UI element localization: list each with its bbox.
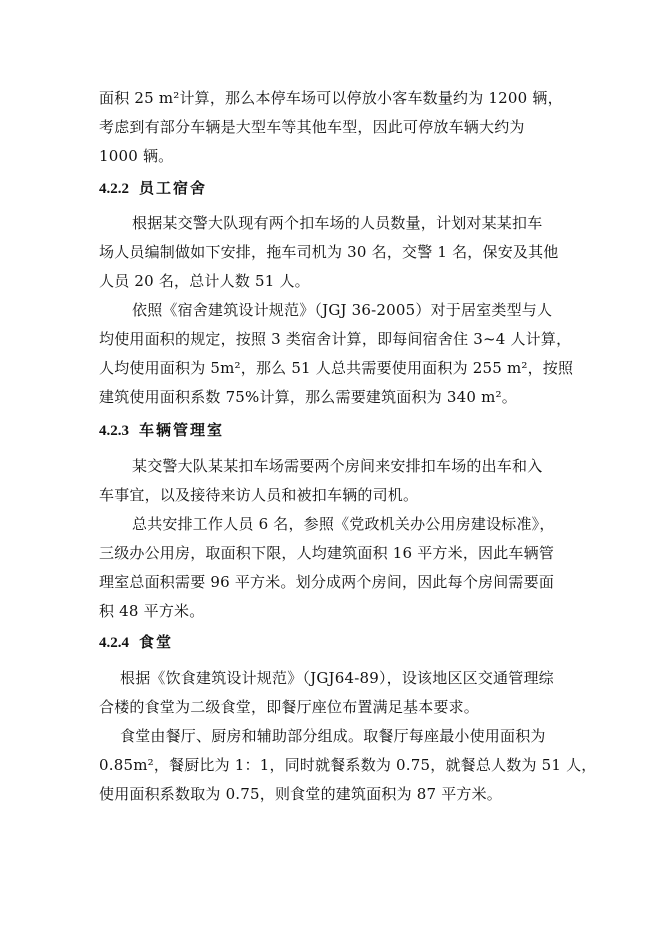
intro-line-3: 1000 辆。 xyxy=(99,147,174,165)
vehicle-line-3: 总共安排工作人员 6 名，参照《党政机关办公用房建设标准》， xyxy=(132,515,555,533)
canteen-line-5: 使用面积系数取为 0.75，则食堂的建筑面积为 87 平方米。 xyxy=(99,785,502,803)
dorm-line-3: 人员 20 名，总计人数 51 人。 xyxy=(99,272,310,290)
dorm-line-6: 人均使用面积为 5m²，那么 51 人总共需要使用面积为 255 m²，按照 xyxy=(99,359,574,377)
intro-line-2: 考虑到有部分车辆是大型车等其他车型，因此可停放车辆大约为 xyxy=(99,118,525,136)
dorm-line-1: 根据某交警大队现有两个扣车场的人员数量，计划对某某扣车 xyxy=(132,214,543,232)
section-number: 4.2.4 xyxy=(99,635,129,651)
section-heading-4-2-3 xyxy=(99,420,224,441)
section-title: 食堂 xyxy=(139,633,174,651)
canteen-line-4: 0.85m²，餐厨比为 1：1，同时就餐系数为 0.75，就餐总人数为 51 人， xyxy=(99,756,597,774)
vehicle-line-6: 积 48 平方米。 xyxy=(99,602,205,620)
vehicle-line-5: 理室总面积需要 96 平方米。划分成两个房间，因此每个房间需要面 xyxy=(99,573,555,591)
section-heading-4-2-4 xyxy=(99,632,173,653)
dorm-line-5: 均使用面积的规定，按照 3 类宿舍计算，即每间宿舍住 3~4 人计算， xyxy=(99,330,572,348)
section-number: 4.2.2 xyxy=(99,181,129,197)
section-number: 4.2.3 xyxy=(99,423,129,439)
dorm-line-4: 依照《宿舍建筑设计规范》（JGJ 36-2005）对于居室类型与人 xyxy=(132,301,553,319)
vehicle-line-2: 车事宜，以及接待来访人员和被扣车辆的司机。 xyxy=(99,486,419,504)
vehicle-line-1: 某交警大队某某扣车场需要两个房间来安排扣车场的出车和入 xyxy=(132,457,543,475)
section-title: 员工宿舍 xyxy=(139,179,208,197)
canteen-line-2: 合楼的食堂为二级食堂，即餐厅座位布置满足基本要求。 xyxy=(99,698,480,716)
dorm-line-2: 场人员编制做如下安排，拖车司机为 30 名，交警 1 名，保安及其他 xyxy=(99,243,559,261)
intro-line-1: 面积 25 m²计算，那么本停车场可以停放小客车数量约为 1200 辆， xyxy=(99,89,563,107)
vehicle-line-4: 三级办公用房，取面积下限，人均建筑面积 16 平方米，因此车辆管 xyxy=(99,544,555,562)
canteen-line-3: 食堂由餐厅、厨房和辅助部分组成。取餐厅每座最小使用面积为 xyxy=(120,727,546,745)
section-title: 车辆管理室 xyxy=(139,421,225,439)
dorm-line-7: 建筑使用面积系数 75%计算，那么需要建筑面积为 340 m²。 xyxy=(99,388,517,406)
canteen-line-1: 根据《饮食建筑设计规范》（JGJ64-89），设该地区区交通管理综 xyxy=(120,669,554,687)
section-heading-4-2-2 xyxy=(99,178,207,199)
